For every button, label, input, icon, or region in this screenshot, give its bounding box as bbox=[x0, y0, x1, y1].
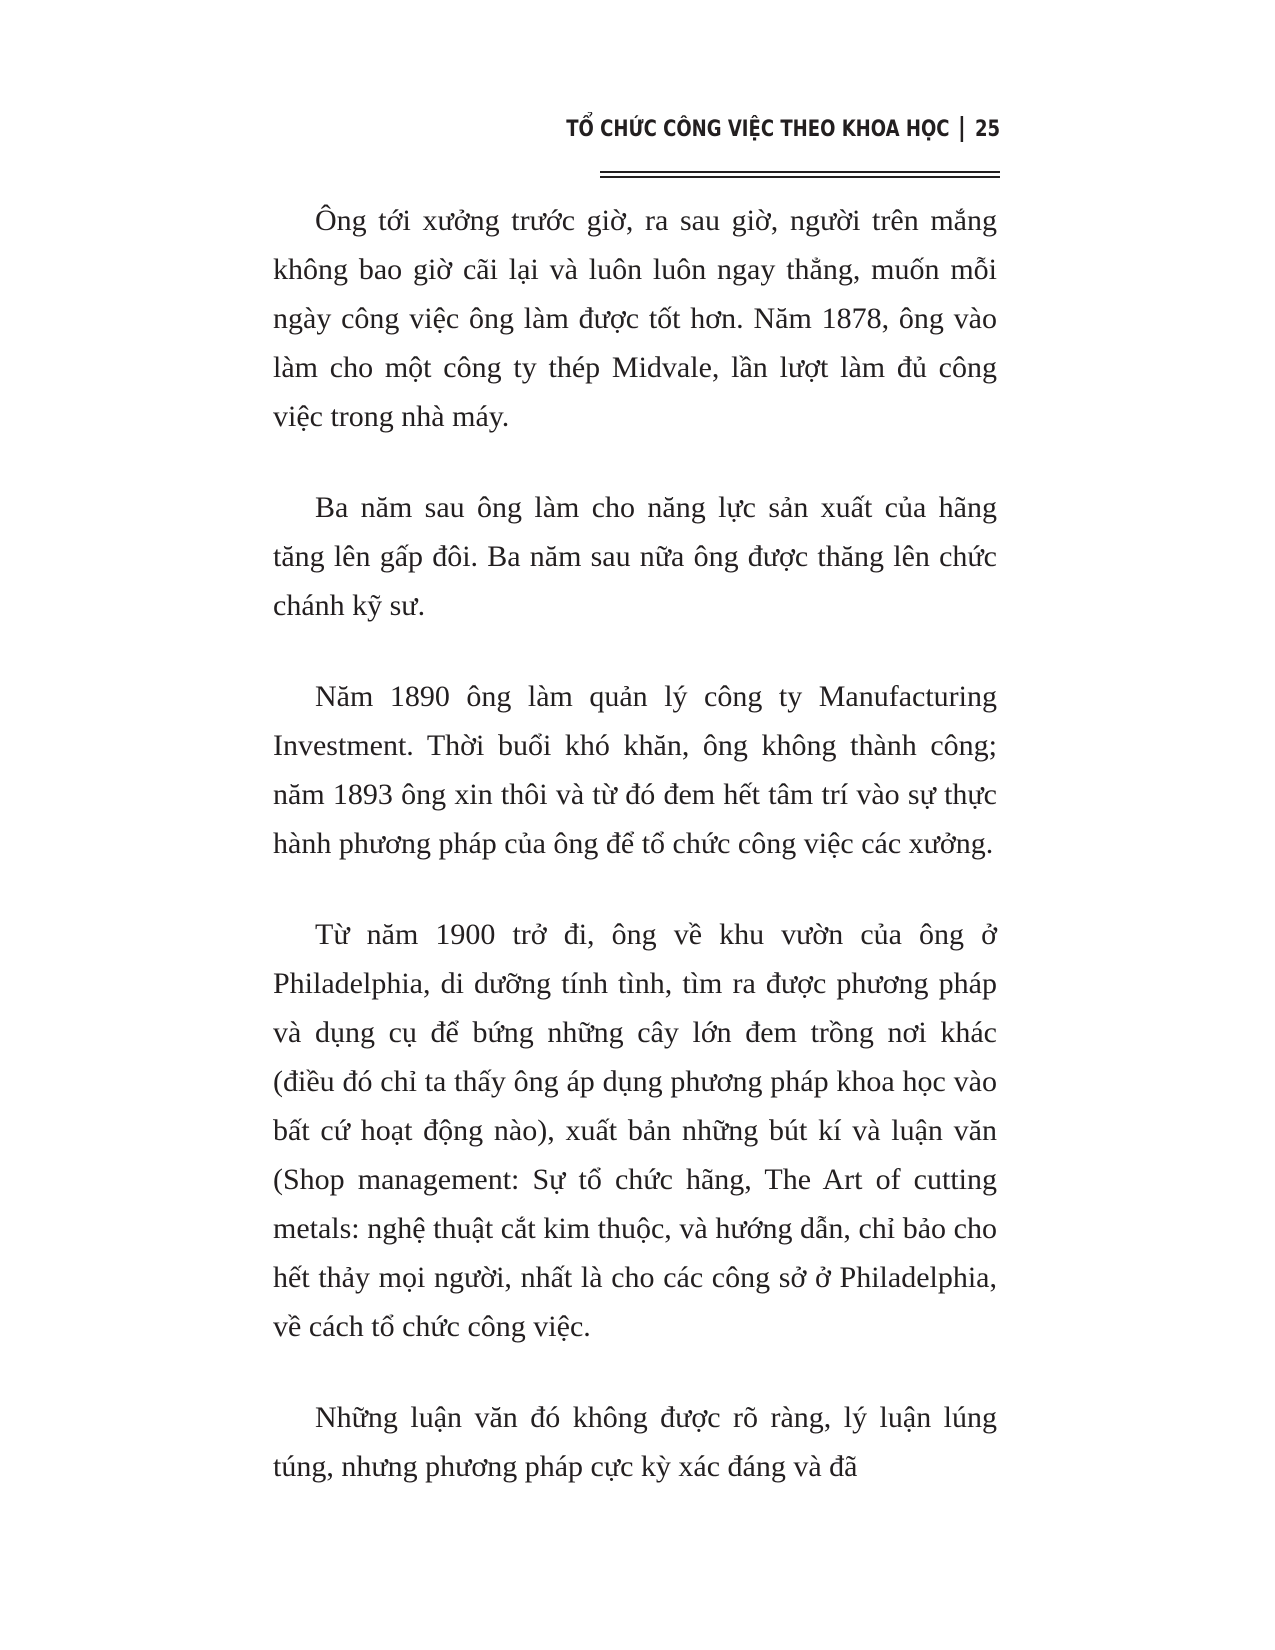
paragraph: Ông tới xưởng trước giờ, ra sau giờ, người trên mắng không bao giờ cãi lại và luôn luôn ngay thẳng, muốn mỗi ngày công việc ông làm được tốt hơn. Năm 1878, ông vào làm cho một công ty thép Midvale, lần lượt làm đủ công việc trong nhà máy. bbox=[273, 204, 997, 433]
header-rule-top bbox=[600, 171, 1000, 173]
chapter-title: TỔ CHỨC CÔNG VIỆC THEO KHOA HỌC bbox=[566, 116, 950, 142]
paragraph: Ba năm sau ông làm cho năng lực sản xuất của hãng tăng lên gấp đôi. Ba năm sau nữa ông được thăng lên chức chánh kỹ sư. bbox=[273, 491, 997, 622]
body-text bbox=[273, 196, 997, 1533]
running-header bbox=[566, 116, 1000, 142]
page-number: 25 bbox=[974, 116, 1000, 142]
header-rule-bottom bbox=[600, 176, 1000, 178]
paragraph: Năm 1890 ông làm quản lý công ty Manufacturing Investment. Thời buổi khó khăn, ông không thành công; năm 1893 ông xin thôi và từ đó đem hết tâm trí vào sự thực hành phương pháp của ông để tổ chức công việc các xưởng. bbox=[273, 680, 997, 860]
paragraph: Từ năm 1900 trở đi, ông về khu vườn của ông ở Philadelphia, di dưỡng tính tình, tìm ra được phương pháp và dụng cụ để bứng những cây lớn đem trồng nơi khác (điều đó chỉ ta thấy ông áp dụng phương pháp khoa học vào bất cứ hoạt động nào), xuất bản những bút kí và luận văn (Shop management: Sự tổ chức hãng, The Art of cutting metals: nghệ thuật cắt kim thuộc, và hướng dẫn, chỉ bảo cho hết thảy mọi người, nhất là cho các công sở ở Philadelphia, về cách tổ chức công việc. bbox=[273, 918, 997, 1343]
paragraph: Những luận văn đó không được rõ ràng, lý luận lúng túng, nhưng phương pháp cực kỳ xác đáng và đã bbox=[273, 1401, 997, 1483]
header-separator bbox=[961, 116, 963, 142]
